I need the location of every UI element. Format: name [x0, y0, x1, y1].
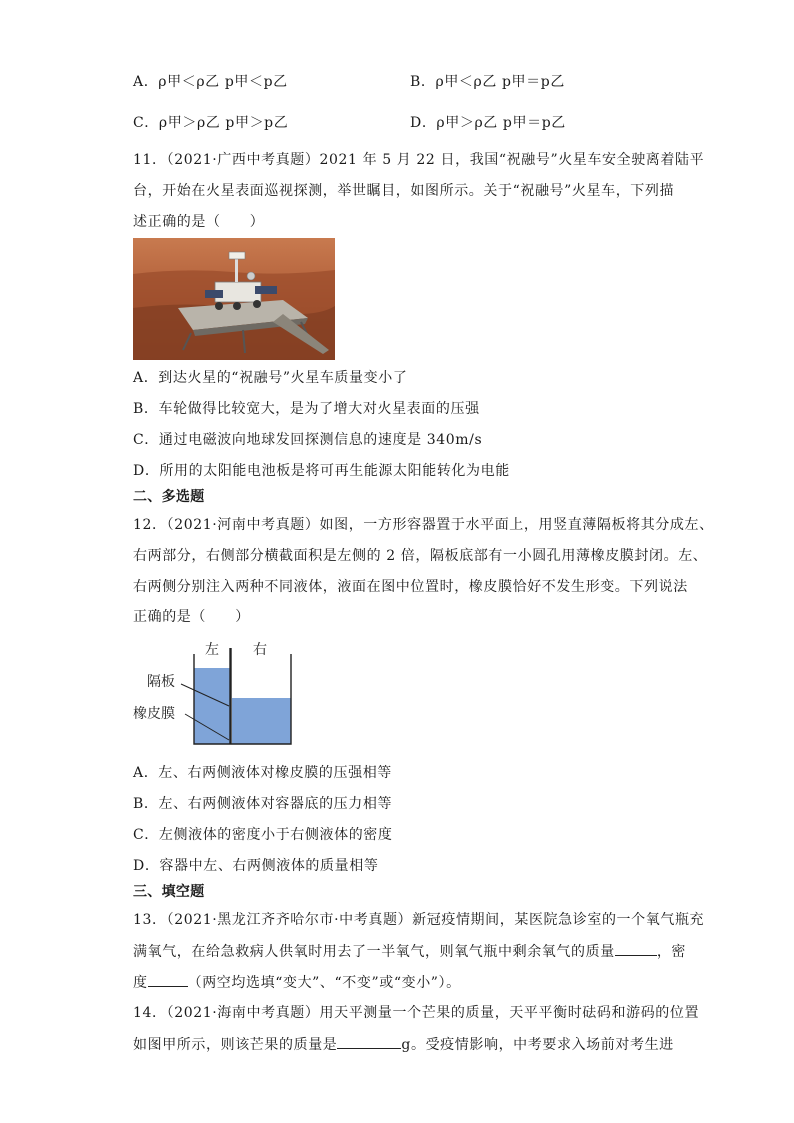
- label-membrane: 橡皮膜: [133, 706, 175, 722]
- q11-stem-line3: 述正确的是（ ）: [133, 214, 265, 230]
- q12-stem-line4: 正确的是（ ）: [133, 609, 250, 625]
- q12-stem-line1: 12．（2021·河南中考真题）如图，一方形容器置于水平面上，用竖直薄隔板将其分成左、: [133, 517, 714, 533]
- q13-line2-text: 满氧气，在给急救病人供氧时用去了一半氧气，则氧气瓶中剩余氧气的质量: [133, 944, 615, 960]
- q10-option-a: A．ρ甲＜ρ乙 p甲＜p乙: [133, 74, 288, 90]
- q12-stem-line2: 右两部分，右侧部分横截面积是左侧的 2 倍，隔板底部有一小圆孔用薄橡皮膜封闭。左、: [133, 548, 708, 564]
- label-left: 左: [205, 642, 219, 658]
- left-liquid: [194, 668, 230, 744]
- q13-line2-tail: ，密: [656, 944, 687, 960]
- container-diagram-svg: [133, 638, 313, 750]
- q12-option-b: B．左、右两侧液体对容器底的压力相等: [133, 796, 393, 812]
- q13-stem-line3: [133, 972, 461, 993]
- q10-option-b: B．ρ甲＜ρ乙 p甲＝p乙: [410, 74, 565, 90]
- q11-option-b: B．车轮做得比较宽大，是为了增大对火星表面的压强: [133, 401, 480, 417]
- q14-line2-tail: g。受疫情影响，中考要求入场前对考生进: [401, 1037, 674, 1053]
- section-title-multiple-choice: 二、多选题: [133, 489, 205, 505]
- q13-blank-2[interactable]: [148, 972, 188, 987]
- label-right: 右: [253, 642, 267, 658]
- q11-stem-line1: 11．（2021·广西中考真题）2021 年 5 月 22 日，我国“祝融号”火星车安全驶离着陆平: [133, 152, 705, 168]
- q10-option-d: D．ρ甲＞ρ乙 p甲＝p乙: [410, 115, 566, 131]
- q13-blank-1[interactable]: [615, 941, 657, 956]
- label-partition: 隔板: [147, 674, 175, 690]
- right-liquid: [232, 698, 291, 744]
- section-title-fill-in: 三、填空题: [133, 884, 205, 900]
- q14-line2-text: 如图甲所示，则该芒果的质量是: [133, 1037, 338, 1053]
- q11-option-c: C．通过电磁波向地球发回探测信息的速度是 340m/s: [133, 432, 483, 448]
- q10-option-c: C．ρ甲＞ρ乙 p甲＞p乙: [133, 115, 289, 131]
- q13-line3-tail: （两空均选填“变大”、“不变”或“变小”）。: [187, 975, 461, 991]
- mars-rover-illustration: [133, 238, 335, 360]
- q14-blank-1[interactable]: [337, 1034, 401, 1049]
- q12-stem-line3: 右两侧分别注入两种不同液体，液面在图中位置时，橡皮膜恰好不发生形变。下列说法: [133, 579, 688, 595]
- q14-stem-line2: [133, 1034, 674, 1055]
- mars-rover-photo: [133, 238, 335, 360]
- container-diagram: [133, 638, 313, 750]
- q14-stem-line1: 14．（2021·海南中考真题）用天平测量一个芒果的质量，天平平衡时砝码和游码的位置: [133, 1005, 700, 1021]
- q12-option-d: D．容器中左、右两侧液体的质量相等: [133, 858, 379, 874]
- q11-option-d: D．所用的太阳能电池板是将可再生能源太阳能转化为电能: [133, 463, 510, 479]
- q12-option-a: A．左、右两侧液体对橡皮膜的压强相等: [133, 765, 392, 781]
- q13-line3-text: 度: [133, 975, 148, 991]
- q12-option-c: C．左侧液体的密度小于右侧液体的密度: [133, 827, 393, 843]
- q13-stem-line1: 13．（2021·黑龙江齐齐哈尔市·中考真题）新冠疫情期间，某医院急诊室的一个氧气瓶充: [133, 912, 705, 928]
- q13-stem-line2: [133, 941, 686, 962]
- q11-stem-line2: 台，开始在火星表面巡视探测，举世瞩目，如图所示。关于“祝融号”火星车，下列描: [133, 183, 675, 199]
- q11-option-a: A．到达火星的“祝融号”火星车质量变小了: [133, 370, 408, 386]
